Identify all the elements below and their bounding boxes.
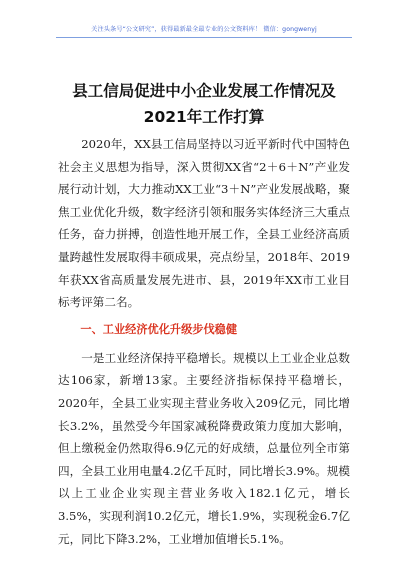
document-body xyxy=(58,133,350,550)
header-banner: 关注头条号“公文研究”，获得最新最全最专业的公文资料库！ 微信：gongwenyj xyxy=(91,26,317,33)
intro-paragraph: 2020年，XX县工信局坚持以习近平新时代中国特色社会主义思想为指导，深入贯彻XX省“2＋6＋N”产业发展行动计划，大力推动XX工业“3＋N”产业发展战略，聚焦工业优化升级，数字经济引领和服务实体经济三大重点任务，奋力拼搏，创造性地开展工作，全县工业经济高质量跨越性发展取得丰硕成果，亮点纷呈，2018年、2019年获XX省高质量发展先进市、县，2019年XX市工业目标考评第二名。 xyxy=(58,137,350,310)
document-title: 县工信局促进中小企业发展工作情况及2021年工作打算 xyxy=(72,82,336,126)
section-paragraph: 一是工业经济保持平稳增长。规模以上工业企业总数达106家，新增13家。主要经济指标保持平稳增长，2020年，全县工业实现主营业务收入209亿元，同比增长3.2%，虽然受今年国家减税降费政策力度加大影响，但上缴税金仍然取得6.9亿元的好成绩，总量位列全市第四，全县工业用电量4.2亿千瓦时，同比增长3.9%。规模以上工业企业实现主营业务收入182.1亿元，增长3.5%，实现利润10.2亿元，增长1.9%，实现税金6.7亿元，同比下降3.2%，工业增加值增长5.1%。 xyxy=(58,350,350,546)
section-heading: 一、工业经济优化升级步伐稳健 xyxy=(80,322,238,336)
header-divider xyxy=(56,37,352,38)
